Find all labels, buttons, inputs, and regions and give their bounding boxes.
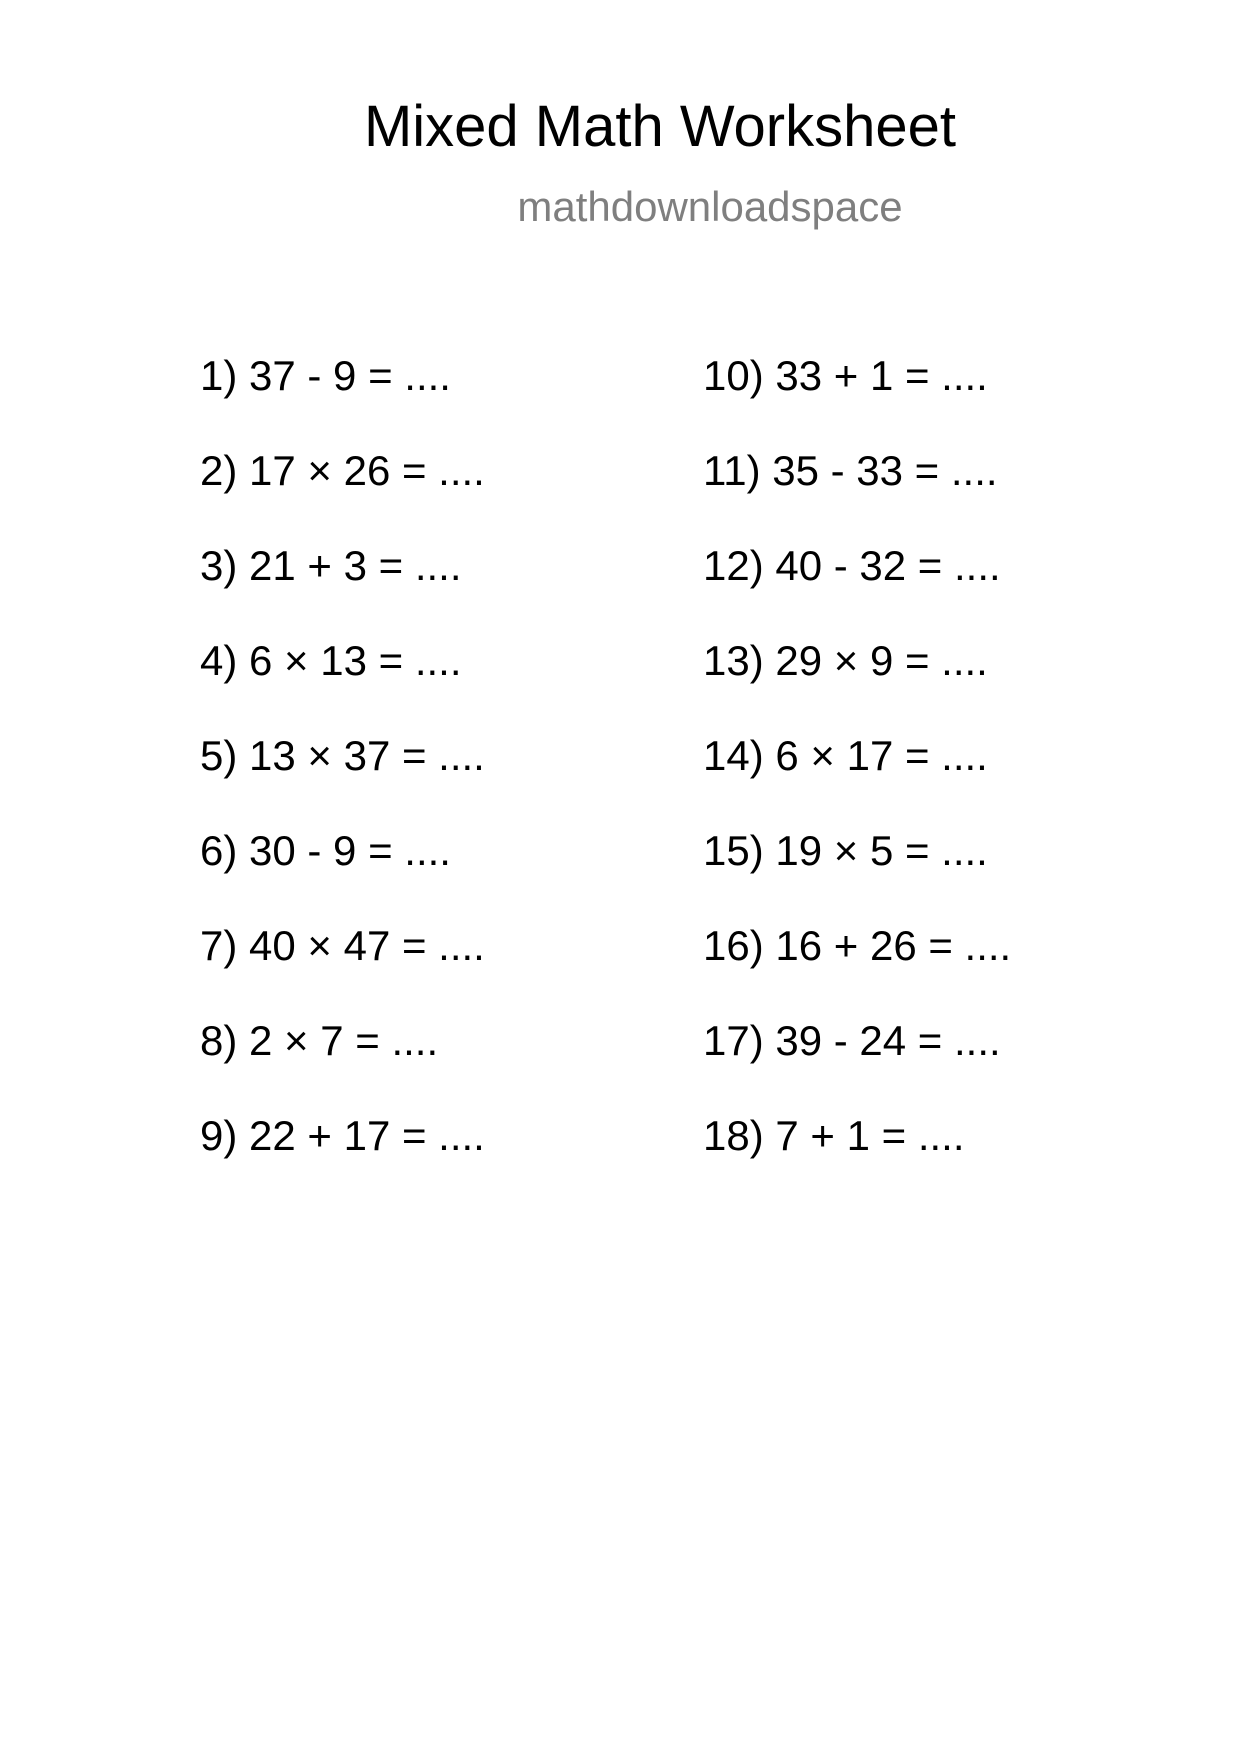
- problem-6: 6) 30 - 9 = ....: [200, 827, 451, 874]
- problem-8: 8) 2 × 7 = ....: [200, 1017, 439, 1064]
- worksheet-title: Mixed Math Worksheet: [363, 94, 957, 159]
- problem-12: 12) 40 - 32 = ....: [703, 542, 1001, 589]
- problem-7: 7) 40 × 47 = ....: [200, 922, 485, 969]
- problem-2: 2) 17 × 26 = ....: [200, 447, 485, 494]
- problem-column-right: [703, 352, 1011, 1207]
- worksheet-subtitle: mathdownloadspace: [517, 183, 903, 230]
- problem-14: 14) 6 × 17 = ....: [703, 732, 988, 779]
- problem-3: 3) 21 + 3 = ....: [200, 542, 462, 589]
- problem-17: 17) 39 - 24 = ....: [703, 1017, 1001, 1064]
- problem-column-left: [200, 352, 485, 1207]
- problem-10: 10) 33 + 1 = ....: [703, 352, 988, 399]
- problem-11: 11) 35 - 33 = ....: [703, 447, 998, 494]
- problem-15: 15) 19 × 5 = ....: [703, 827, 988, 874]
- problem-18: 18) 7 + 1 = ....: [703, 1112, 965, 1159]
- problem-13: 13) 29 × 9 = ....: [703, 637, 988, 684]
- problem-4: 4) 6 × 13 = ....: [200, 637, 462, 684]
- problem-5: 5) 13 × 37 = ....: [200, 732, 485, 779]
- problem-9: 9) 22 + 17 = ....: [200, 1112, 485, 1159]
- problem-1: 1) 37 - 9 = ....: [200, 352, 451, 399]
- problem-16: 16) 16 + 26 = ....: [703, 922, 1012, 969]
